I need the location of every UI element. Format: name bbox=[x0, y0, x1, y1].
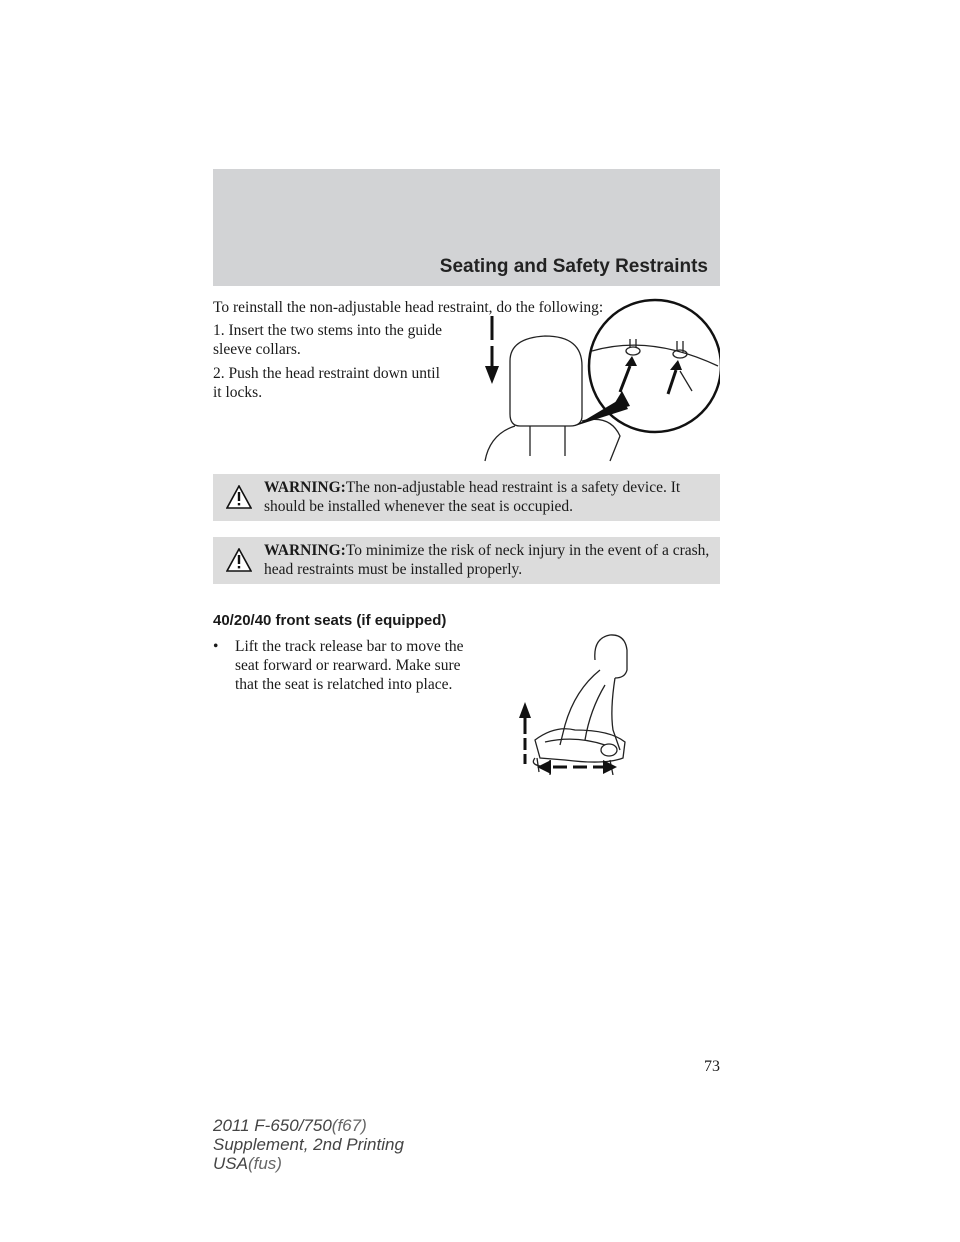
footer-model: 2011 F-650/750 bbox=[213, 1116, 332, 1135]
down-arrow-icon bbox=[485, 316, 499, 384]
intro-paragraph: To reinstall the non-adjustable head restraint, do the following: bbox=[213, 299, 604, 316]
warning-label: WARNING: bbox=[264, 542, 346, 559]
step-2: 2. Push the head restraint down until it locks. bbox=[213, 365, 440, 401]
footer-line-1 bbox=[213, 1116, 404, 1135]
step-1: 1. Insert the two stems into the guide sleeve collars. bbox=[213, 322, 443, 358]
footer-market-code: (fus) bbox=[247, 1154, 282, 1173]
warning-body: The non-adjustable head restraint is a safety device. It should be installed whenever the seat is occupied. bbox=[264, 479, 681, 515]
warning-text-2 bbox=[264, 542, 716, 579]
footer bbox=[213, 1116, 404, 1173]
page-number: 73 bbox=[704, 1058, 720, 1075]
footer-line-2: Supplement, 2nd Printing bbox=[213, 1135, 404, 1154]
warning-label: WARNING: bbox=[264, 479, 346, 496]
warning-text-1 bbox=[264, 479, 716, 516]
warning-triangle-icon bbox=[226, 548, 252, 572]
warning-triangle-icon bbox=[226, 485, 252, 509]
bullet-text: Lift the track release bar to move the seat forward or rearward. Make sure that the seat is relatched into place. bbox=[235, 638, 464, 693]
footer-line-3 bbox=[213, 1154, 404, 1173]
seat-figure bbox=[515, 630, 645, 775]
footer-model-code: (f67) bbox=[331, 1116, 367, 1135]
section-subheading: 40/20/40 front seats (if equipped) bbox=[213, 612, 447, 629]
up-arrow-icon bbox=[519, 702, 531, 764]
footer-market: USA bbox=[213, 1154, 248, 1173]
warning-box-1 bbox=[213, 474, 720, 521]
section-title: Seating and Safety Restraints bbox=[439, 256, 708, 277]
warning-box-2 bbox=[213, 537, 720, 584]
bullet-dot: • bbox=[213, 638, 219, 655]
bidirectional-arrow-icon bbox=[537, 760, 617, 774]
warning-body: To minimize the risk of neck injury in the event of a crash, head restraints must be installed properly. bbox=[264, 542, 710, 578]
head-restraint-figure bbox=[470, 296, 720, 466]
